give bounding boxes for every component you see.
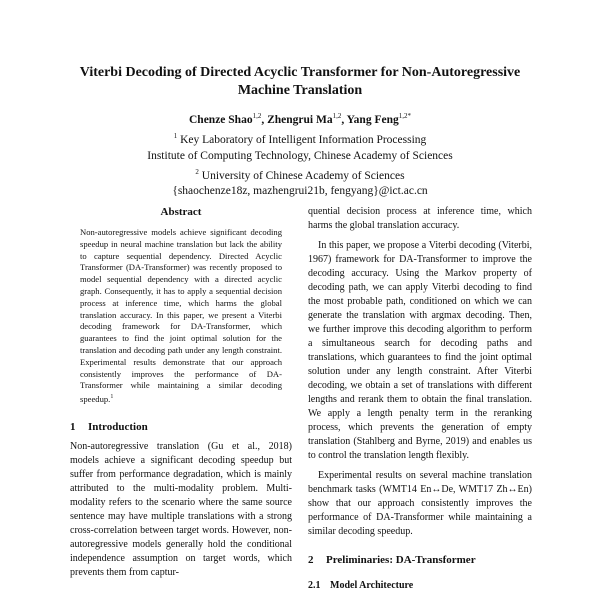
author-block xyxy=(40,108,560,199)
paper-title xyxy=(40,64,560,100)
affiliation-line: $^1$ Key Laboratory of Intelligent Information Processing xyxy=(173,131,427,146)
body-paragraph: In this paper, we propose a Viterbi decoding (Viterbi, 1967) framework for DA-Transformer to improve the decoding accuracy. Using the Markov property of decoding path, we can apply Viterbi decoding to find the most probable path, conditioned on which we can generate the translation with argmax decoding. Then, we further improve this decoding algorithm to perform a simultaneous search for decoding paths and translations, which guarantees to find the joint optimal solution under any length constraint. After Viterbi decoding, we obtain a set of translations with different lengths and rerank them to obtain the final translation. We apply a length penalty term in the reranking process, which prevents the generation of empty translation (Stahlberg and Byrne, 2019) and enables us to control the translation length flexibly. xyxy=(308,240,532,461)
author-names: Chenze Shao$^{1,2}$, Zhengrui Ma$^{1,2}$, Yang Feng$^{1,2*}$ xyxy=(189,112,411,126)
section-heading-preliminaries xyxy=(308,553,532,567)
footnote-mark: 1 xyxy=(110,394,114,401)
section-number: 1 xyxy=(70,420,76,433)
abstract-text: Non-autoregressive models achieve significant decoding speedup in neural machine translation but lack the ability to capture sequential dependency. Directed Acyclic Transformer (DA-Transformer) was recently proposed to model sequential dependency with a directed acyclic graph. Consequently, it has to apply a sequential decision process at inference time, which harms the global translation accuracy. In this paper, we present a Viterbi decoding framework for DA-Transformer, which guarantees to find the joint optimal solution for the translation and decoding path under any length constraint. Experimental results demonstrate that our approach consistently improves the performance of DA-Transformer while maintaining a similar decoding speedup. xyxy=(80,227,282,405)
abstract-body xyxy=(80,227,282,406)
author-name: Zhengrui Ma xyxy=(267,113,333,126)
right-column xyxy=(308,205,532,593)
author-email: {shaochenze18z, mazhengrui21b, fengyang}@ict.ac.cn xyxy=(172,185,428,198)
subsection-heading-model-architecture xyxy=(308,579,532,593)
left-column xyxy=(70,205,292,580)
author-affiliation-mark: 1,2 xyxy=(252,112,262,120)
title-line-2: Machine Translation xyxy=(237,83,363,98)
section-number: 2 xyxy=(308,554,314,566)
body-paragraph: Experimental results on several machine translation benchmark tasks (WMT14 En↔De, WMT17 Zh↔En) show that our approach consistently improves the performance of DA-Transformer while maintaining a similar decoding speedup. xyxy=(308,470,532,537)
section-title: Preliminaries: DA-Transformer xyxy=(326,554,476,566)
author-name: Chenze Shao xyxy=(189,113,253,126)
subsection-number: 2.1 xyxy=(308,580,321,591)
title-line-1: Viterbi Decoding of Directed Acyclic Transformer for Non-Autoregressive xyxy=(79,65,521,80)
section-heading-introduction xyxy=(70,420,292,434)
subsection-title: Model Architecture xyxy=(330,580,414,591)
author-name: Yang Feng xyxy=(346,113,399,126)
section-title: Introduction xyxy=(88,420,148,433)
abstract-heading: Abstract xyxy=(160,206,202,218)
author-affiliation-mark: 1,2 xyxy=(332,112,342,120)
intro-paragraph: Non-autoregressive translation (Gu et al., 2018) models achieve a significant decoding speedup but suffer from performance degradation, which is mainly attributed to the multi-modality problem. Multi-modality refers to the scenario where the same source sentence may have multiple translations with a strong cross-correlation between target words. However, non-autoregressive models generally hold the conditional independence assumption on target words, which prevents them from captur- xyxy=(70,440,292,578)
affiliation-line: Institute of Computing Technology, Chinese Academy of Sciences xyxy=(147,149,453,162)
body-paragraph: quential decision process at inference time, which harms the global translation accuracy. xyxy=(308,206,532,231)
author-affiliation-mark: 1,2* xyxy=(398,112,411,120)
affiliation-line: $^2$ University of Chinese Academy of Sciences xyxy=(195,167,405,182)
